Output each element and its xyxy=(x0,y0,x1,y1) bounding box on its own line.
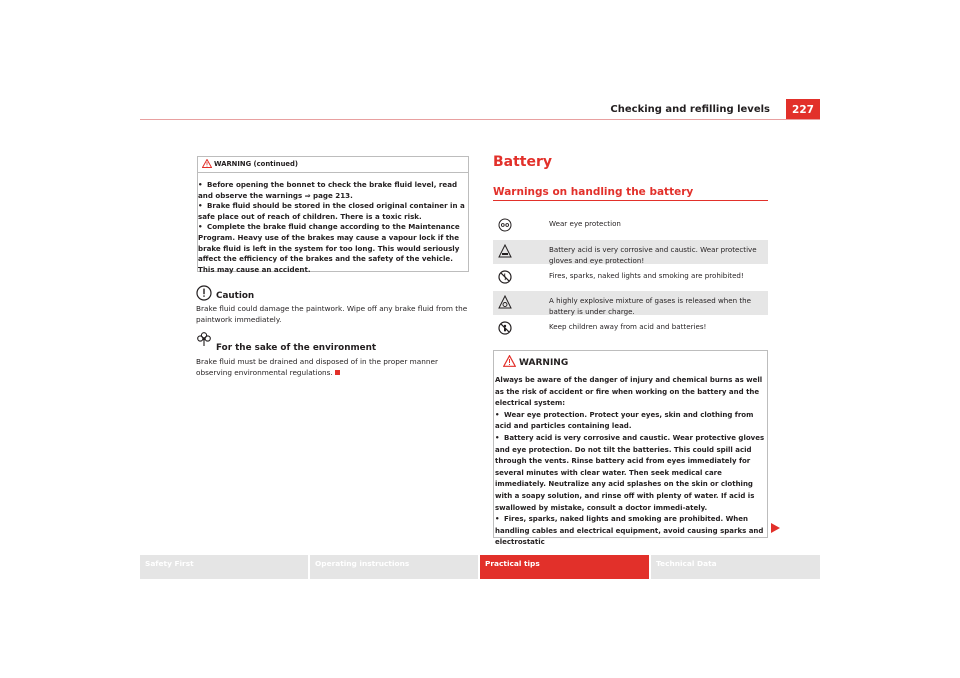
warning-continued-header xyxy=(198,157,468,173)
environment-title: For the sake of the environment xyxy=(216,343,377,353)
battery-warning-title: WARNING xyxy=(519,358,569,368)
warning-triangle-icon xyxy=(202,159,212,168)
symbol-text: Wear eye protection xyxy=(549,219,621,228)
footer-nav xyxy=(140,555,820,579)
symbol-text: Fires, sparks, naked lights and smoking are prohibited! xyxy=(549,271,744,280)
table-row xyxy=(493,291,768,315)
caution-text: Brake fluid could damage the paintwork. Wipe off any brake fluid from the paintwork immediately. xyxy=(196,304,468,324)
subsection-divider xyxy=(493,200,768,201)
tab-safety-first[interactable]: Safety First xyxy=(140,555,308,579)
section-heading-battery: Battery xyxy=(493,154,553,170)
list-item: • Complete the brake fluid change according to the Maintenance Program. Heavy use of the brakes may cause a vapour lock if the brake fluid is left in the system for too long. This would seriously affect the efficiency of the brakes and the safety of the vehicle. This may cause an accident. xyxy=(198,222,460,274)
section-end-marker xyxy=(335,370,340,375)
battery-warning-body xyxy=(495,375,767,549)
warning-continued-label: WARNING (continued) xyxy=(214,160,299,168)
environment-icon xyxy=(196,331,212,347)
list-item: • Battery acid is very corrosive and caustic. Wear protective gloves and eye protection. Do not tilt the batteries. This could spill acid through the vents. Rinse battery acid from eyes immediately for several minutes with clear water. Then seek medical care immediately. Neutralize any acid splashes on the skin or clothing with a soapy solution, and rinse off with plenty of water. If acid is swallowed by mistake, consult a doctor immedi-ately. xyxy=(495,433,765,512)
symbol-text: A highly explosive mixture of gases is released when the battery is under charge. xyxy=(549,296,752,316)
page-number: 227 xyxy=(786,99,820,120)
page-header-title: Checking and refilling levels xyxy=(610,104,770,115)
warning-triangle-icon xyxy=(503,355,516,367)
environment-text: Brake fluid must be drained and disposed of in the proper manner observing environmental regulations. xyxy=(196,357,438,377)
header-divider xyxy=(140,119,820,120)
list-item: • Wear eye protection. Protect your eyes, skin and clothing from acid and particles containing lead. xyxy=(495,410,754,431)
eye-protection-icon xyxy=(498,218,512,232)
list-item: • Brake fluid should be stored in the closed original container in a safe place out of reach of children. There is a toxic risk. xyxy=(198,201,465,221)
no-fire-icon xyxy=(498,270,512,284)
table-row xyxy=(493,240,768,264)
caution-icon xyxy=(196,285,212,301)
battery-symbols-table xyxy=(493,214,768,342)
table-row xyxy=(493,317,768,341)
symbol-text: Keep children away from acid and batteries! xyxy=(549,322,707,331)
caution-title: Caution xyxy=(216,291,255,301)
explosive-warning-icon xyxy=(498,295,512,309)
tab-operating-instructions[interactable]: Operating instructions xyxy=(310,555,478,579)
list-item: • Before opening the bonnet to check the brake fluid level, read and observe the warnings ⇒ page 213. xyxy=(198,180,458,200)
tab-technical-data[interactable]: Technical Data xyxy=(651,555,820,579)
warning-intro: Always be aware of the danger of injury and chemical burns as well as the risk of accident or fire when working on the battery and the electrical system: xyxy=(495,376,763,408)
warning-continued-body xyxy=(198,180,468,275)
table-row xyxy=(493,266,768,288)
subsection-heading: Warnings on handling the battery xyxy=(493,186,694,198)
tab-practical-tips[interactable]: Practical tips xyxy=(480,555,649,579)
table-row xyxy=(493,214,768,238)
list-item: • Fires, sparks, naked lights and smoking are prohibited. When handling cables and electrical equipment, avoid causing sparks and electrostatic xyxy=(495,515,764,547)
symbol-text: Battery acid is very corrosive and caustic. Wear protective gloves and eye protection! xyxy=(549,245,757,265)
corrosive-warning-icon xyxy=(498,244,512,258)
continue-arrow-icon[interactable] xyxy=(771,523,780,533)
keep-children-away-icon xyxy=(498,321,512,335)
